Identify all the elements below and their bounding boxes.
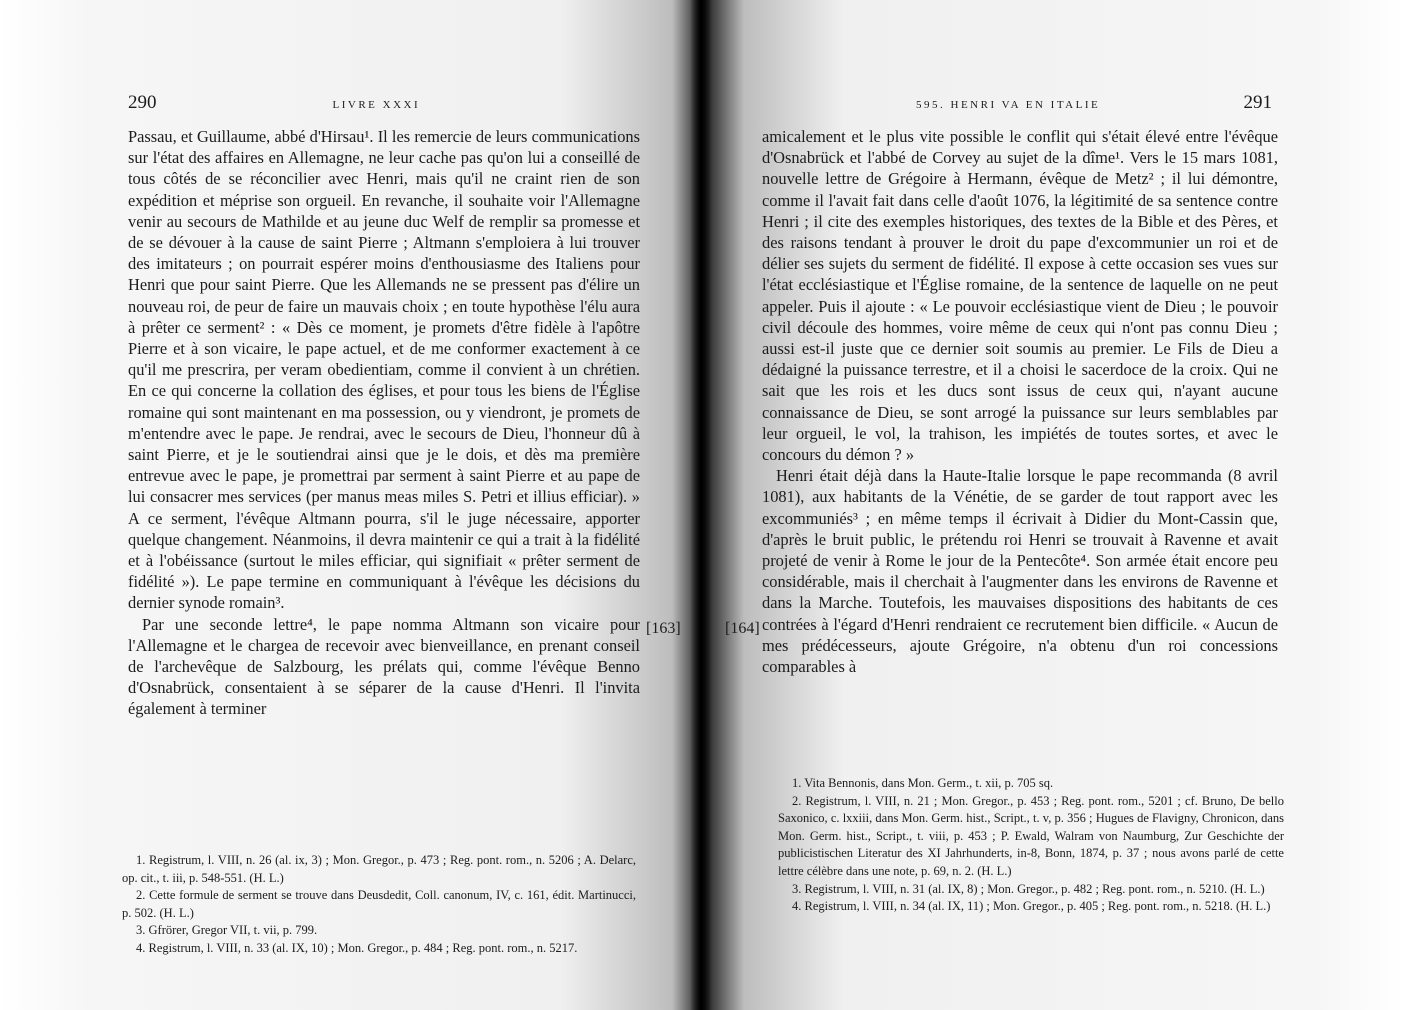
right-page-header bbox=[762, 92, 1272, 116]
left-footnote-4: 4. Registrum, l. VIII, n. 33 (al. IX, 10) ; Mon. Gregor., p. 484 ; Reg. pont. rom., n. 5217. bbox=[136, 940, 578, 955]
left-body-text bbox=[128, 126, 640, 720]
right-footnote-1: 1. Vita Bennonis, dans Mon. Germ., t. xii, p. 705 sq. bbox=[792, 776, 1054, 790]
left-page bbox=[0, 0, 700, 1010]
left-running-head: LIVRE XXXI bbox=[332, 99, 421, 111]
left-paragraph-1: Passau, et Guillaume, abbé d'Hirsau¹. Il les remercie de leurs communications sur l'état des affaires en Allemagne, ne leur cache pas qu'on lui a conseillé de tous côtés de se réconcilier avec Henri, mais qu'il ne craint rien de son expédition et méprise son orgueil. En revanche, il souhaite voir l'Allemagne venir au secours de Mathilde et au jeune duc Welf de remplir sa promesse et de se dévouer à la cause de saint Pierre ; Altmann s'emploiera à lui trouver des imitateurs ; on pourrait espérer moins d'enthousiasme des Italiens pour Henri que pour saint Pierre. Que les Allemands ne se pressent pas d'élire un nouveau roi, de peur de faire un mauvais choix ; en toute hypothèse l'élu aura à prêter ce serment² : « Dès ce moment, je promets d'être fidèle à l'apôtre Pierre et à son vicaire, le pape actuel, et de me conformer exactement à ce qu'il me prescrira, per veram obedientiam, comme il convient à un chrétien. En ce qui concerne la collation des églises, et pour tous les biens de l'Église romaine qui sont maintenant en ma possession, ou y viendront, je promets de m'entendre avec le pape. Je rendrai, avec le secours de Dieu, l'honneur dû à saint Pierre, et je le soutiendrai ainsi que je le dois, et dès ma première entrevue avec le pape, je promettrai par serment à saint Pierre et au pape de lui consacrer mes services (per manus meas miles S. Petri et illius efficiar). » A ce serment, l'évêque Altmann pourra, s'il le juge nécessaire, apporter quelque changement. Néanmoins, il devra maintenir ce qui a trait à la fidélité et à l'obéissance (surtout le miles efficiar, qui signifiait « prêter serment de fidélité »). Le pape termine en communiquant à l'évêque les décisions du dernier synode romain³. bbox=[128, 127, 640, 613]
left-footnotes bbox=[122, 852, 636, 958]
left-footnote-3: 3. Gfrörer, Gregor VII, t. vii, p. 799. bbox=[136, 923, 318, 938]
right-page bbox=[700, 0, 1404, 1010]
book-gutter bbox=[690, 0, 712, 1010]
right-running-head: 595. HENRI VA EN ITALIE bbox=[916, 99, 1101, 111]
right-footnote-2: 2. Registrum, l. VIII, n. 21 ; Mon. Gregor., p. 453 ; Reg. pont. rom., 5201 ; cf. Bruno, De bello Saxonico, c. lxxiii, dans Mon. Germ. hist., Script., t. v, p. 356 ; Hugues de Flavigny, Chronicon, dans Mon. Germ. hist., Script., t. viii, p. 453 ; P. Ewald, Walram von Naumburg, Zur Geschichte der publicistischen Literatur des XI Jahrhunderts, in-8, Bonn, 1874, p. 37 ; nous avons parlé de cette lettre célèbre dans une note, p. 69, n. 2. (H. L.) bbox=[778, 793, 1284, 878]
left-page-number: 290 bbox=[128, 92, 157, 113]
right-body-text bbox=[762, 126, 1278, 677]
left-margin-reference: [163] bbox=[646, 620, 681, 637]
left-footnote-2: 2. Cette formule de serment se trouve dans Deusdedit, Coll. canonum, IV, c. 161, édit. Martinucci, p. 502. (H. L.) bbox=[122, 888, 636, 920]
right-page-number: 291 bbox=[1243, 92, 1272, 113]
right-footnote-3: 3. Registrum, l. VIII, n. 31 (al. IX, 8) ; Mon. Gregor., p. 482 ; Reg. pont. rom., n. 5210. (H. L.) bbox=[792, 881, 1265, 896]
left-page-header bbox=[128, 92, 640, 116]
left-footnote-1: 1. Registrum, l. VIII, n. 26 (al. ix, 3) ; Mon. Gregor., p. 473 ; Reg. pont. rom., n. 5206 ; A. Delarc, op. cit., t. iii, p. 548-551. (H. L.) bbox=[122, 853, 636, 885]
right-footnote-4: 4. Registrum, l. VIII, n. 34 (al. IX, 11) ; Mon. Gregor., p. 405 ; Reg. pont. rom., n. 5218. (H. L.) bbox=[792, 899, 1271, 914]
right-footnotes bbox=[778, 775, 1284, 916]
right-paragraph-1: amicalement et le plus vite possible le conflit qui s'était élevé entre l'évêque d'Osnabrück et l'abbé de Corvey au sujet de la dîme¹. Vers le 15 mars 1081, nouvelle lettre de Grégoire à Hermann, évêque de Metz² ; il lui démontre, comme il l'avait fait dans celle d'août 1076, la légitimité de sa sentence contre Henri ; il cite des exemples historiques, des textes de la Bible et des Pères, et des raisons tendant à prouver le droit du pape d'excommunier un roi et de délier ses sujets du serment de fidélité. Il expose à cette occasion ses vues sur l'état ecclésiastique et l'Église romaine, de la sentence de laquelle on ne peut appeler. Puis il ajoute : « Le pouvoir ecclésiastique vient de Dieu ; le pouvoir civil découle des hommes, voire même de ceux qui n'ont pas connu Dieu ; aussi est-il juste que ce dernier soit soumis au premier. Le Fils de Dieu a dédaigné la puissance terrestre, et il a choisi le sacerdoce de la croix. Qui ne sait que les rois et les ducs sont issus de ceux qui, n'ayant aucune connaissance de Dieu, se sont arrogé la puissance sur leurs semblables par leur orgueil, le vol, la trahison, les impiétés de toutes sortes, et avec le concours du démon ? » bbox=[762, 127, 1278, 465]
right-paragraph-2: Henri était déjà dans la Haute-Italie lorsque le pape recommanda (8 avril 1081), aux habitants de la Vénétie, de se garder de tout rapport avec les excommuniés³ ; en même temps il écrivait à Didier du Mont-Cassin que, d'après le bruit public, le prétendu roi Henri se trouvait à Ravenne et avait projeté de venir à Rome le jour de la Pentecôte⁴. Son armée était encore peu considérable, mais il cherchait à l'augmenter dans les environs de Ravenne et dans la Marche. Toutefois, les mauvaises dispositions des habitants de ces contrées à l'égard d'Henri rendraient ce recrutement bien difficile. « Aucun de mes prédécesseurs, ajoute Grégoire, n'a obtenu d'un roi concessions comparables à bbox=[762, 466, 1278, 677]
left-paragraph-2: Par une seconde lettre⁴, le pape nomma Altmann son vicaire pour l'Allemagne et le chargea de recevoir avec bienveillance, en prenant conseil de l'archevêque de Salzbourg, les prélats qui, comme l'évêque Benno d'Osnabrück, consentaient à se séparer de la cause d'Henri. Il l'invita également à terminer bbox=[128, 614, 640, 719]
right-margin-reference: [164] bbox=[725, 620, 760, 637]
